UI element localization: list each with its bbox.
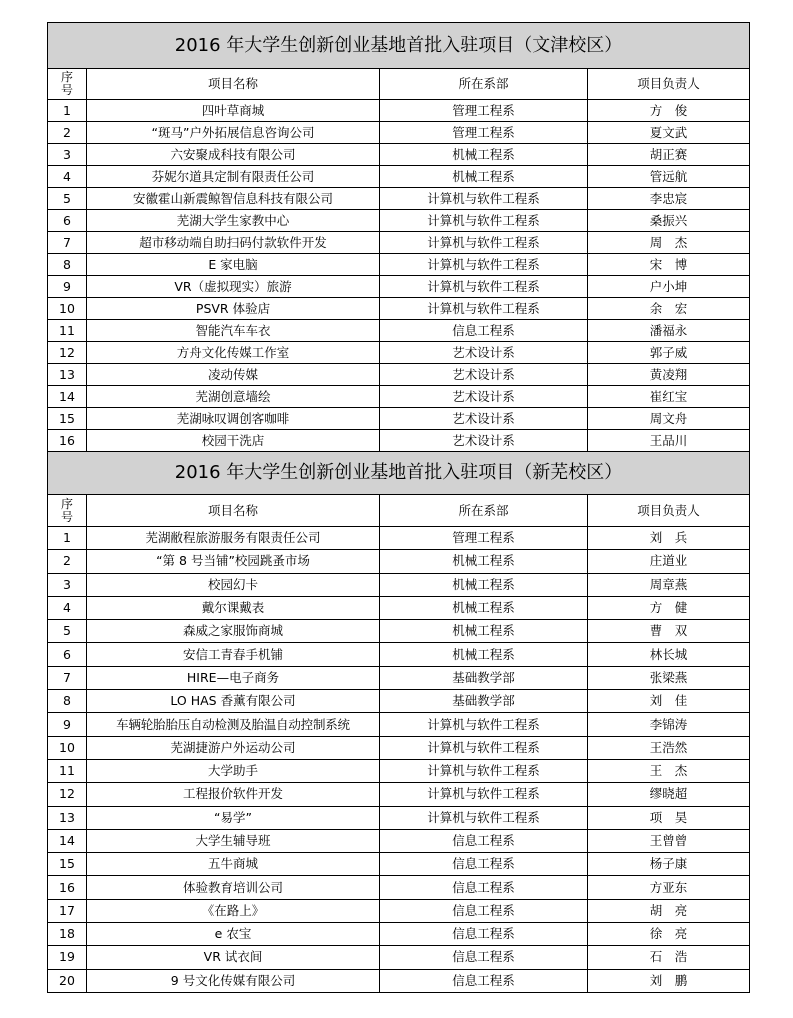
project-name: E 家电脑 — [87, 254, 380, 276]
department: 机械工程系 — [380, 144, 588, 166]
department: 机械工程系 — [380, 550, 588, 573]
project-name: 大学生辅导班 — [87, 829, 380, 852]
department: 计算机与软件工程系 — [380, 736, 588, 759]
table-row — [48, 364, 750, 386]
project-leader: 王浩然 — [588, 736, 750, 759]
department: 艺术设计系 — [380, 386, 588, 408]
department: 信息工程系 — [380, 876, 588, 899]
row-number: 17 — [48, 899, 87, 922]
project-name: 方舟文化传媒工作室 — [87, 342, 380, 364]
row-number: 5 — [48, 188, 87, 210]
project-leader: 方 健 — [588, 596, 750, 619]
row-number: 2 — [48, 122, 87, 144]
project-name: 《在路上》 — [87, 899, 380, 922]
row-number: 14 — [48, 386, 87, 408]
project-leader: 庄道业 — [588, 550, 750, 573]
row-number: 12 — [48, 342, 87, 364]
table-row — [48, 666, 750, 689]
row-number: 10 — [48, 736, 87, 759]
department: 基础教学部 — [380, 690, 588, 713]
project-name: 超市移动端自助扫码付款软件开发 — [87, 232, 380, 254]
department: 信息工程系 — [380, 923, 588, 946]
department: 计算机与软件工程系 — [380, 806, 588, 829]
row-number: 13 — [48, 806, 87, 829]
table-row — [48, 713, 750, 736]
row-number: 11 — [48, 320, 87, 342]
project-name: 森威之家服饰商城 — [87, 620, 380, 643]
project-leader: 崔红宝 — [588, 386, 750, 408]
section-title-row — [48, 452, 750, 495]
project-name: LO HAS 香薰有限公司 — [87, 690, 380, 713]
department: 计算机与软件工程系 — [380, 232, 588, 254]
project-leader: 宋 博 — [588, 254, 750, 276]
project-name: 芜湖敝程旅游服务有限责任公司 — [87, 527, 380, 550]
project-name: 校园干洗店 — [87, 430, 380, 452]
table-row — [48, 853, 750, 876]
section-title: 2016 年大学生创新创业基地首批入驻项目（新芜校区） — [48, 452, 750, 495]
department: 信息工程系 — [380, 853, 588, 876]
department: 信息工程系 — [380, 320, 588, 342]
project-leader: 王品川 — [588, 430, 750, 452]
project-leader: 户小坤 — [588, 276, 750, 298]
project-leader: 项 昊 — [588, 806, 750, 829]
row-number: 1 — [48, 527, 87, 550]
project-name: 芜湖大学生家教中心 — [87, 210, 380, 232]
table-row — [48, 144, 750, 166]
table-row — [48, 408, 750, 430]
header-seq: 序号 — [48, 69, 87, 100]
project-leader: 李锦涛 — [588, 713, 750, 736]
table-row — [48, 736, 750, 759]
project-leader: 李忠宸 — [588, 188, 750, 210]
table-row — [48, 690, 750, 713]
project-leader: 缪晓超 — [588, 783, 750, 806]
header-leader: 项目负责人 — [588, 495, 750, 527]
department: 计算机与软件工程系 — [380, 298, 588, 320]
department: 艺术设计系 — [380, 430, 588, 452]
department: 计算机与软件工程系 — [380, 713, 588, 736]
table-row — [48, 298, 750, 320]
project-name: 凌动传媒 — [87, 364, 380, 386]
project-leader: 胡 亮 — [588, 899, 750, 922]
row-number: 12 — [48, 783, 87, 806]
table-row — [48, 829, 750, 852]
project-leader: 周章燕 — [588, 573, 750, 596]
table-row — [48, 232, 750, 254]
row-number: 9 — [48, 713, 87, 736]
project-leader: 王 杰 — [588, 759, 750, 782]
project-leader: 王曾曾 — [588, 829, 750, 852]
department: 计算机与软件工程系 — [380, 759, 588, 782]
header-project-name: 项目名称 — [87, 495, 380, 527]
project-name: 芬妮尔道具定制有限责任公司 — [87, 166, 380, 188]
department: 计算机与软件工程系 — [380, 783, 588, 806]
project-leader: 刘 兵 — [588, 527, 750, 550]
project-leader: 林长城 — [588, 643, 750, 666]
table-row — [48, 759, 750, 782]
project-name: 六安聚成科技有限公司 — [87, 144, 380, 166]
project-leader: 方 俊 — [588, 100, 750, 122]
project-leader: 潘福永 — [588, 320, 750, 342]
table-row — [48, 188, 750, 210]
project-leader: 方亚东 — [588, 876, 750, 899]
department: 计算机与软件工程系 — [380, 188, 588, 210]
project-name: “易学” — [87, 806, 380, 829]
project-name: 校园幻卡 — [87, 573, 380, 596]
header-row — [48, 69, 750, 100]
row-number: 7 — [48, 232, 87, 254]
department: 管理工程系 — [380, 122, 588, 144]
project-name: 车辆轮胎胎压自动检测及胎温自动控制系统 — [87, 713, 380, 736]
row-number: 7 — [48, 666, 87, 689]
project-leader: 管远航 — [588, 166, 750, 188]
project-leader: 余 宏 — [588, 298, 750, 320]
project-name: e 农宝 — [87, 923, 380, 946]
table-row — [48, 550, 750, 573]
table-row — [48, 430, 750, 452]
table-row — [48, 122, 750, 144]
row-number: 8 — [48, 690, 87, 713]
header-row — [48, 495, 750, 527]
project-name: “斑马”户外拓展信息咨询公司 — [87, 122, 380, 144]
department: 计算机与软件工程系 — [380, 210, 588, 232]
project-name: PSVR 体验店 — [87, 298, 380, 320]
header-department: 所在系部 — [380, 495, 588, 527]
row-number: 11 — [48, 759, 87, 782]
project-name: 戴尔课戴表 — [87, 596, 380, 619]
project-leader: 徐 亮 — [588, 923, 750, 946]
project-name: VR 试衣间 — [87, 946, 380, 969]
department: 信息工程系 — [380, 899, 588, 922]
row-number: 16 — [48, 430, 87, 452]
project-leader: 刘 佳 — [588, 690, 750, 713]
department: 机械工程系 — [380, 573, 588, 596]
department: 机械工程系 — [380, 166, 588, 188]
section-title: 2016 年大学生创新创业基地首批入驻项目（文津校区） — [48, 23, 750, 69]
table-row — [48, 254, 750, 276]
table-row — [48, 276, 750, 298]
table-row — [48, 386, 750, 408]
section-title-row — [48, 23, 750, 69]
table-row — [48, 573, 750, 596]
project-leader: 曹 双 — [588, 620, 750, 643]
row-number: 10 — [48, 298, 87, 320]
row-number: 4 — [48, 166, 87, 188]
project-name: HIRE—电子商务 — [87, 666, 380, 689]
table-row — [48, 342, 750, 364]
header-project-name: 项目名称 — [87, 69, 380, 100]
row-number: 19 — [48, 946, 87, 969]
row-number: 13 — [48, 364, 87, 386]
row-number: 14 — [48, 829, 87, 852]
project-leader: 杨子康 — [588, 853, 750, 876]
project-name: “第 8 号当铺”校园跳蚤市场 — [87, 550, 380, 573]
project-leader: 周文舟 — [588, 408, 750, 430]
project-name: 四叶草商城 — [87, 100, 380, 122]
project-name: 芜湖捷游户外运动公司 — [87, 736, 380, 759]
department: 机械工程系 — [380, 596, 588, 619]
project-leader: 胡正赛 — [588, 144, 750, 166]
row-number: 15 — [48, 408, 87, 430]
project-name: 芜湖创意墙绘 — [87, 386, 380, 408]
table-row — [48, 899, 750, 922]
department: 机械工程系 — [380, 643, 588, 666]
project-leader: 夏文武 — [588, 122, 750, 144]
table-row — [48, 210, 750, 232]
department: 信息工程系 — [380, 969, 588, 992]
row-number: 5 — [48, 620, 87, 643]
table-row — [48, 166, 750, 188]
table-row — [48, 320, 750, 342]
projects-table — [47, 22, 750, 993]
row-number: 16 — [48, 876, 87, 899]
project-name: 智能汽车车衣 — [87, 320, 380, 342]
table-row — [48, 969, 750, 992]
department: 机械工程系 — [380, 620, 588, 643]
project-leader: 周 杰 — [588, 232, 750, 254]
table-row — [48, 643, 750, 666]
row-number: 20 — [48, 969, 87, 992]
project-name: 体验教育培训公司 — [87, 876, 380, 899]
table-row — [48, 923, 750, 946]
table-row — [48, 596, 750, 619]
department: 管理工程系 — [380, 527, 588, 550]
table-row — [48, 100, 750, 122]
row-number: 6 — [48, 643, 87, 666]
project-leader: 桑振兴 — [588, 210, 750, 232]
row-number: 8 — [48, 254, 87, 276]
project-name: 大学助手 — [87, 759, 380, 782]
project-leader: 刘 鹏 — [588, 969, 750, 992]
project-leader: 黄凌翔 — [588, 364, 750, 386]
row-number: 9 — [48, 276, 87, 298]
project-name: 安信工青春手机铺 — [87, 643, 380, 666]
row-number: 6 — [48, 210, 87, 232]
header-leader: 项目负责人 — [588, 69, 750, 100]
project-leader: 张梁燕 — [588, 666, 750, 689]
department: 信息工程系 — [380, 946, 588, 969]
row-number: 15 — [48, 853, 87, 876]
header-seq: 序号 — [48, 495, 87, 527]
department: 艺术设计系 — [380, 364, 588, 386]
project-leader: 石 浩 — [588, 946, 750, 969]
project-name: 五牛商城 — [87, 853, 380, 876]
project-leader: 郭子威 — [588, 342, 750, 364]
project-name: 芜湖咏叹调创客咖啡 — [87, 408, 380, 430]
row-number: 3 — [48, 144, 87, 166]
department: 管理工程系 — [380, 100, 588, 122]
department: 计算机与软件工程系 — [380, 276, 588, 298]
row-number: 3 — [48, 573, 87, 596]
department: 信息工程系 — [380, 829, 588, 852]
table-row — [48, 806, 750, 829]
project-name: 9 号文化传媒有限公司 — [87, 969, 380, 992]
project-name: 安徽霍山新震鲸智信息科技有限公司 — [87, 188, 380, 210]
table-row — [48, 876, 750, 899]
department: 艺术设计系 — [380, 408, 588, 430]
table-row — [48, 783, 750, 806]
row-number: 18 — [48, 923, 87, 946]
row-number: 2 — [48, 550, 87, 573]
row-number: 4 — [48, 596, 87, 619]
header-department: 所在系部 — [380, 69, 588, 100]
department: 艺术设计系 — [380, 342, 588, 364]
table-row — [48, 620, 750, 643]
project-name: 工程报价软件开发 — [87, 783, 380, 806]
table-row — [48, 946, 750, 969]
department: 基础教学部 — [380, 666, 588, 689]
project-name: VR（虚拟现实）旅游 — [87, 276, 380, 298]
table-row — [48, 527, 750, 550]
row-number: 1 — [48, 100, 87, 122]
department: 计算机与软件工程系 — [380, 254, 588, 276]
